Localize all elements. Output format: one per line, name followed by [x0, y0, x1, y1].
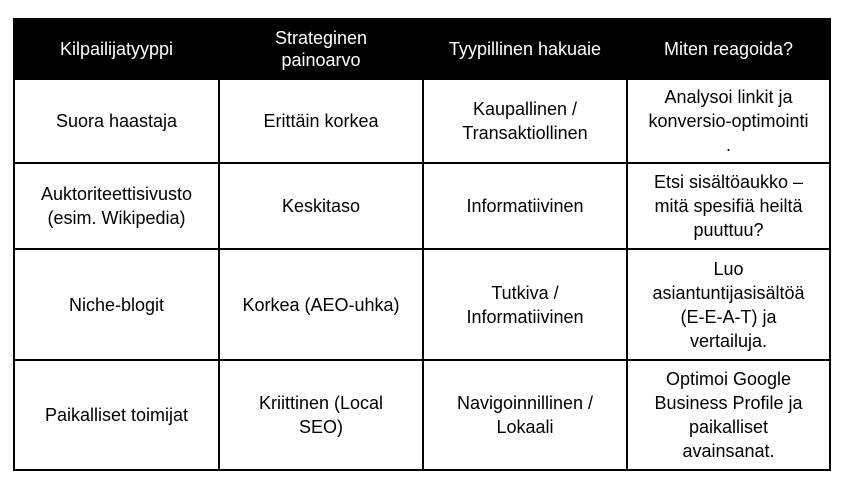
- table-row: [14, 79, 830, 163]
- table-row: [14, 249, 830, 360]
- table-cell: Navigoinnillinen / Lokaali: [423, 360, 627, 470]
- table-cell: Tutkiva / Informatiivinen: [423, 249, 627, 360]
- table-cell: Informatiivinen: [423, 163, 627, 249]
- competitor-table-container: [13, 18, 829, 471]
- table-cell: Optimoi Google Business Profile ja paikalliset avainsanat.: [627, 360, 830, 470]
- header-strategic-weight: Strateginen painoarvo: [219, 19, 423, 79]
- table-cell: Suora haastaja: [14, 79, 219, 163]
- header-row: [14, 19, 830, 79]
- table-cell: Kaupallinen / Transaktiollinen: [423, 79, 627, 163]
- table-cell: Paikalliset toimijat: [14, 360, 219, 470]
- header-competitor-type: Kilpailijatyyppi: [14, 19, 219, 79]
- table-row: [14, 360, 830, 470]
- table-cell: Kriittinen (Local SEO): [219, 360, 423, 470]
- header-response: Miten reagoida?: [627, 19, 830, 79]
- table-cell: Etsi sisältöaukko – mitä spesifiä heiltä puuttuu?: [627, 163, 830, 249]
- table-cell: Erittäin korkea: [219, 79, 423, 163]
- table-cell: Keskitaso: [219, 163, 423, 249]
- table-row: [14, 163, 830, 249]
- table-cell: Korkea (AEO-uhka): [219, 249, 423, 360]
- table-cell: Luo asiantuntijasisältöä (E-E-A-T) ja vertailuja.: [627, 249, 830, 360]
- competitor-table: [13, 18, 831, 471]
- table-cell: Analysoi linkit ja konversio-optimointi .: [627, 79, 830, 163]
- table-cell: Auktoriteettisivusto (esim. Wikipedia): [14, 163, 219, 249]
- table-cell: Niche-blogit: [14, 249, 219, 360]
- header-search-intent: Tyypillinen hakuaie: [423, 19, 627, 79]
